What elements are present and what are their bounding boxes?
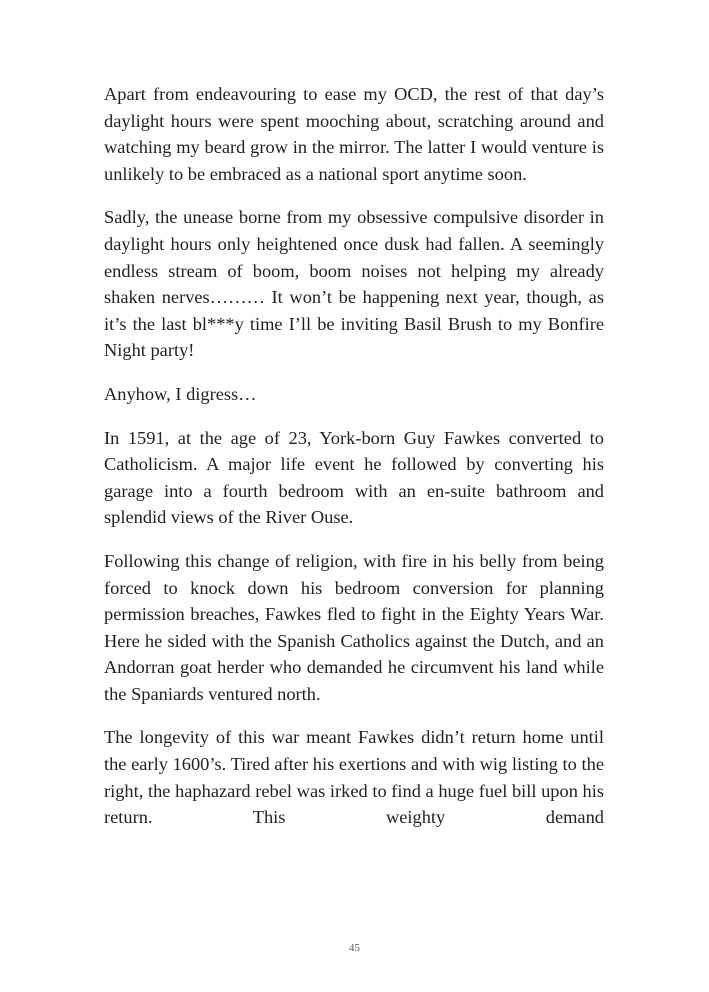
paragraph-bonfire-night: Sadly, the unease borne from my obsessive compulsive disorder in daylight hours only heightened once dusk had fallen. A seemingly endless stream of boom, boom noises not helping my already shaken nerves……… It won’t be happening next year, though, as it’s the last bl***y time I’ll be inviting Basil Brush to my Bonfire Night party! (104, 207, 604, 361)
page-number: 45 (349, 942, 360, 954)
paragraph-eighty-years-war: Following this change of religion, with fire in his belly from being forced to knock down his bedroom conversion for planning permission breaches, Fawkes fled to fight in the Eighty Years War. Here he sided with the Spanish Catholics against the Dutch, and an Andorran goat herder who demanded he circumvent his land while the Spaniards ventured north. (104, 550, 604, 704)
body-text (104, 81, 604, 848)
paragraph-guy-fawkes-1591: In 1591, at the age of 23, York-born Guy Fawkes converted to Catholicism. A major life event he followed by converting his garage into a fourth bedroom with an en-suite bathroom and splendid views of the River Ouse. (104, 427, 604, 528)
paragraph-ocd-daylight: Apart from endeavouring to ease my OCD, the rest of that day’s daylight hours were spent mooching about, scratching around and watching my beard grow in the mirror. The latter I would venture is unlikely to be embraced as a national sport anytime soon. (104, 84, 604, 184)
paragraph-digress: Anyhow, I digress… (104, 383, 257, 404)
paragraph-return-home: The longevity of this war meant Fawkes didn’t return home until the early 1600’s. Tired after his exertions and with wig listing to the right, the haphazard rebel was irked to find a huge fuel bill upon his return. This weighty demand (104, 727, 604, 828)
